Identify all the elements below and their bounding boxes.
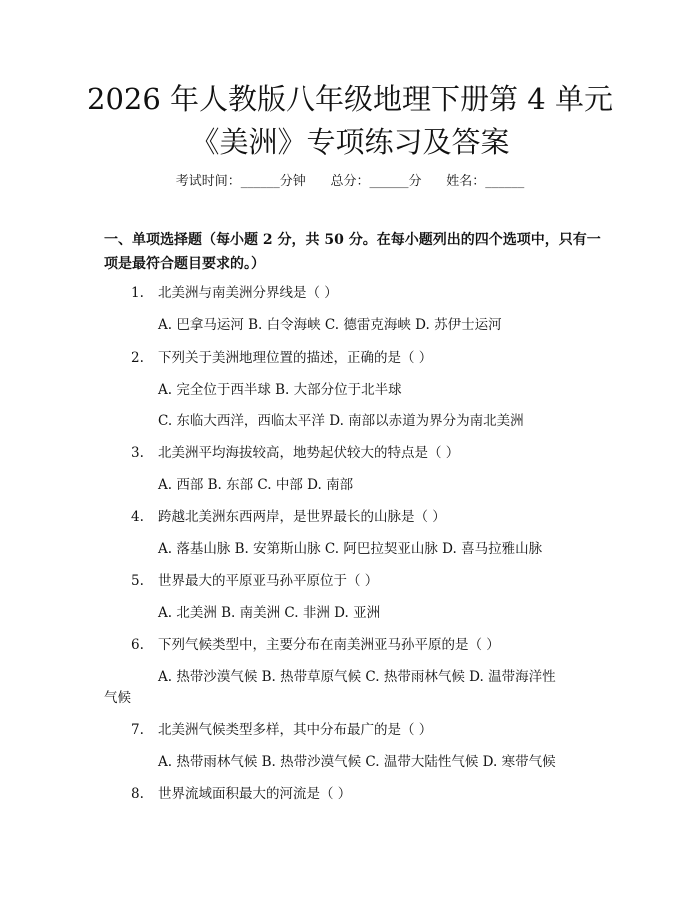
question-number: 4. bbox=[131, 509, 144, 525]
question-stem: 跨越北美洲东西两岸，是世界最长的山脉是（ ） bbox=[158, 509, 446, 525]
question-3-options: A. 西部 B. 东部 C. 中部 D. 南部 bbox=[158, 477, 354, 493]
question-number: 6. bbox=[131, 637, 144, 653]
question-7-options: A. 热带雨林气候 B. 热带沙漠气候 C. 温带大陆性气候 D. 寒带气候 bbox=[158, 754, 556, 770]
question-7 bbox=[131, 718, 432, 738]
question-5-options: A. 北美洲 B. 南美洲 C. 非洲 D. 亚洲 bbox=[158, 605, 381, 621]
question-number: 7. bbox=[131, 722, 144, 738]
document-title: 2026 年人教版八年级地理下册第 4 单元《美洲》专项练习及答案 bbox=[87, 82, 613, 159]
question-4-options: A. 落基山脉 B. 安第斯山脉 C. 阿巴拉契亚山脉 D. 喜马拉雅山脉 bbox=[158, 541, 543, 557]
question-2-options-line-2: C. 东临大西洋，西临太平洋 D. 南部以赤道为界分为南北美洲 bbox=[158, 413, 524, 429]
question-stem: 下列气候类型中，主要分布在南美洲亚马孙平原的是（ ） bbox=[158, 637, 500, 653]
question-2 bbox=[131, 346, 432, 366]
question-stem: 世界最大的平原亚马孙平原位于（ ） bbox=[158, 573, 379, 589]
question-number: 1. bbox=[131, 285, 144, 301]
question-number: 3. bbox=[131, 445, 144, 461]
question-6-options: A. 热带沙漠气候 B. 热带草原气候 C. 热带雨林气候 D. 温带海洋性 bbox=[158, 669, 556, 685]
section-heading: 一、单项选择题（每小题 2 分，共 50 分。在每小题列出的四个选项中，只有一项是最符合题目要求的。） bbox=[104, 232, 601, 272]
question-stem: 北美洲平均海拔较高，地势起伏较大的特点是（ ） bbox=[158, 445, 460, 461]
question-stem: 北美洲气候类型多样，其中分布最广的是（ ） bbox=[158, 722, 433, 738]
question-1-options: A. 巴拿马运河 B. 白令海峡 C. 德雷克海峡 D. 苏伊士运河 bbox=[158, 317, 502, 333]
question-8 bbox=[131, 782, 351, 802]
question-2-options-line-1: A. 完全位于西半球 B. 大部分位于北半球 bbox=[158, 382, 402, 398]
question-number: 8. bbox=[131, 786, 144, 802]
question-4 bbox=[131, 505, 446, 525]
question-5 bbox=[131, 569, 378, 589]
question-1 bbox=[131, 281, 338, 301]
question-stem: 世界流域面积最大的河流是（ ） bbox=[158, 786, 352, 802]
question-6-options-continuation: 气候 bbox=[104, 690, 131, 706]
exam-info-line: 考试时间：______分钟 总分：______分 姓名：______ bbox=[175, 174, 525, 189]
question-number: 2. bbox=[131, 350, 144, 366]
question-stem: 下列关于美洲地理位置的描述，正确的是（ ） bbox=[158, 350, 433, 366]
question-number: 5. bbox=[131, 573, 144, 589]
question-3 bbox=[131, 441, 459, 461]
question-stem: 北美洲与南美洲分界线是（ ） bbox=[158, 285, 338, 301]
question-6 bbox=[131, 633, 500, 653]
